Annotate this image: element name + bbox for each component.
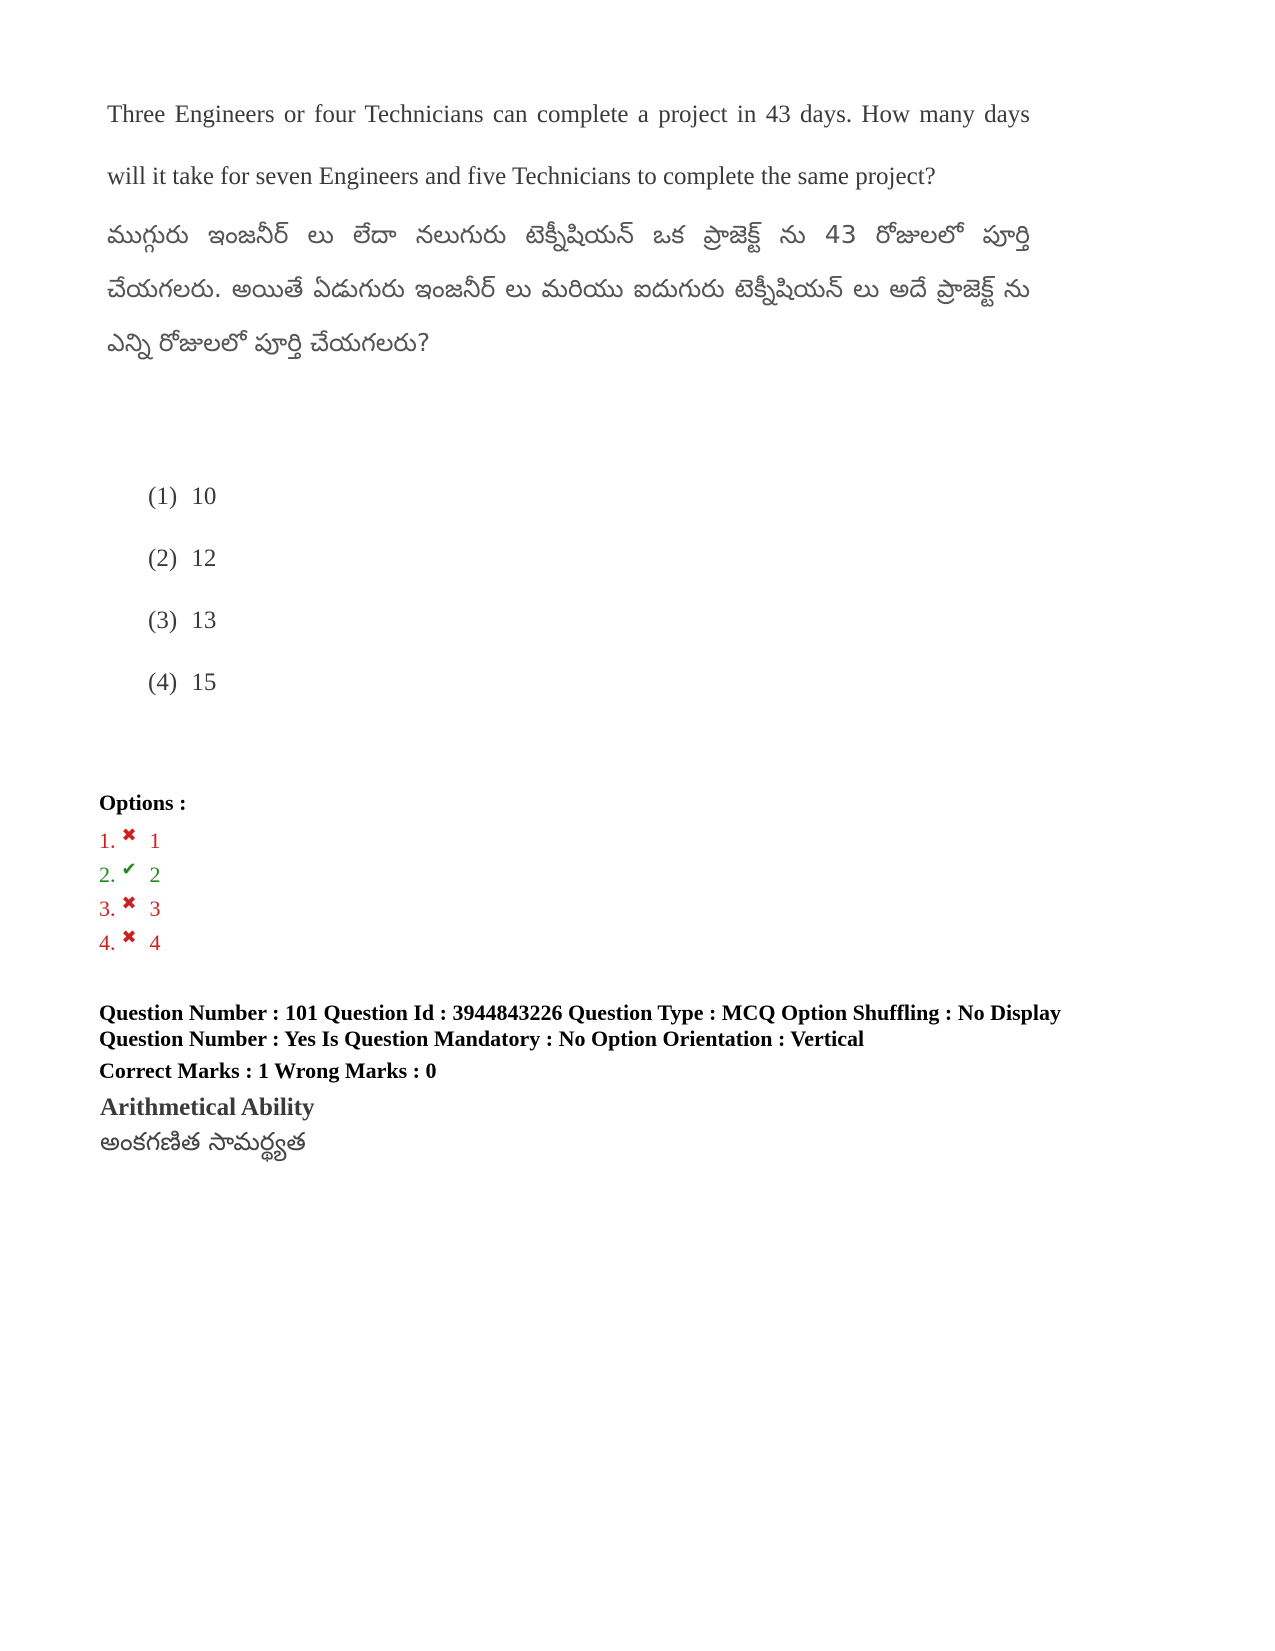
choice-value: 15 — [191, 669, 217, 696]
choice-item — [148, 482, 216, 544]
metadata-line-1: Question Number : 101 Question Id : 3944843226 Question Type : MCQ Option Shuffling : No Display — [99, 1000, 1062, 1025]
option-number: 3. — [99, 896, 116, 921]
cross-icon: ✖ — [121, 927, 137, 947]
choice-value: 10 — [191, 483, 217, 510]
choice-item — [148, 668, 216, 730]
cross-icon: ✖ — [121, 825, 137, 845]
option-value: 2 — [149, 862, 161, 887]
choice-item — [148, 544, 216, 606]
question-metadata — [99, 1000, 1219, 1084]
metadata-line-2: Question Number : Yes Is Question Mandatory : No Option Orientation : Vertical — [99, 1026, 865, 1051]
option-value: 1 — [149, 828, 161, 853]
cross-icon: ✖ — [121, 893, 137, 913]
choice-number: (4) — [148, 669, 178, 696]
question-text-english: Three Engineers or four Technicians can complete a project in 43 days. How many days will it take for seven Engineers and five Technicians to complete the same project? — [107, 101, 1030, 190]
option-item — [99, 926, 161, 960]
question-block — [107, 84, 1030, 370]
section-category — [100, 1092, 315, 1160]
option-number: 4. — [99, 930, 116, 955]
choice-number: (3) — [148, 607, 178, 634]
option-number: 2. — [99, 862, 116, 887]
category-title-telugu: అంకగణిత సామర్థ్యత — [100, 1127, 306, 1156]
option-value: 3 — [149, 896, 161, 921]
question-text-telugu: ముగ్గురు ఇంజనీర్ లు లేదా నలుగురు టెక్నీషియన్ ఒక ప్రాజెక్ట్ ను 43 రోజులలో పూర్తి చేయగలరు. అయితే ఏడుగురు ఇంజనీర్ లు మరియు ఐదుగురు టెక్నీషియన్ లు అదే ప్రాజెక్ట్ ను ఎన్ని రోజులలో పూర్తి చేయగలరు? — [107, 220, 1030, 357]
check-icon: ✔ — [121, 859, 137, 879]
choice-number: (1) — [148, 483, 178, 510]
choice-item — [148, 606, 216, 668]
options-list — [99, 824, 161, 960]
category-title-english: Arithmetical Ability — [100, 1094, 315, 1121]
option-number: 1. — [99, 828, 116, 853]
marks-line: Correct Marks : 1 Wrong Marks : 0 — [99, 1058, 437, 1083]
options-heading: Options : — [99, 790, 187, 815]
choice-value: 12 — [191, 545, 217, 572]
option-value: 4 — [149, 930, 161, 955]
question-choices — [148, 482, 216, 730]
choice-value: 13 — [191, 607, 217, 634]
choice-number: (2) — [148, 545, 178, 572]
